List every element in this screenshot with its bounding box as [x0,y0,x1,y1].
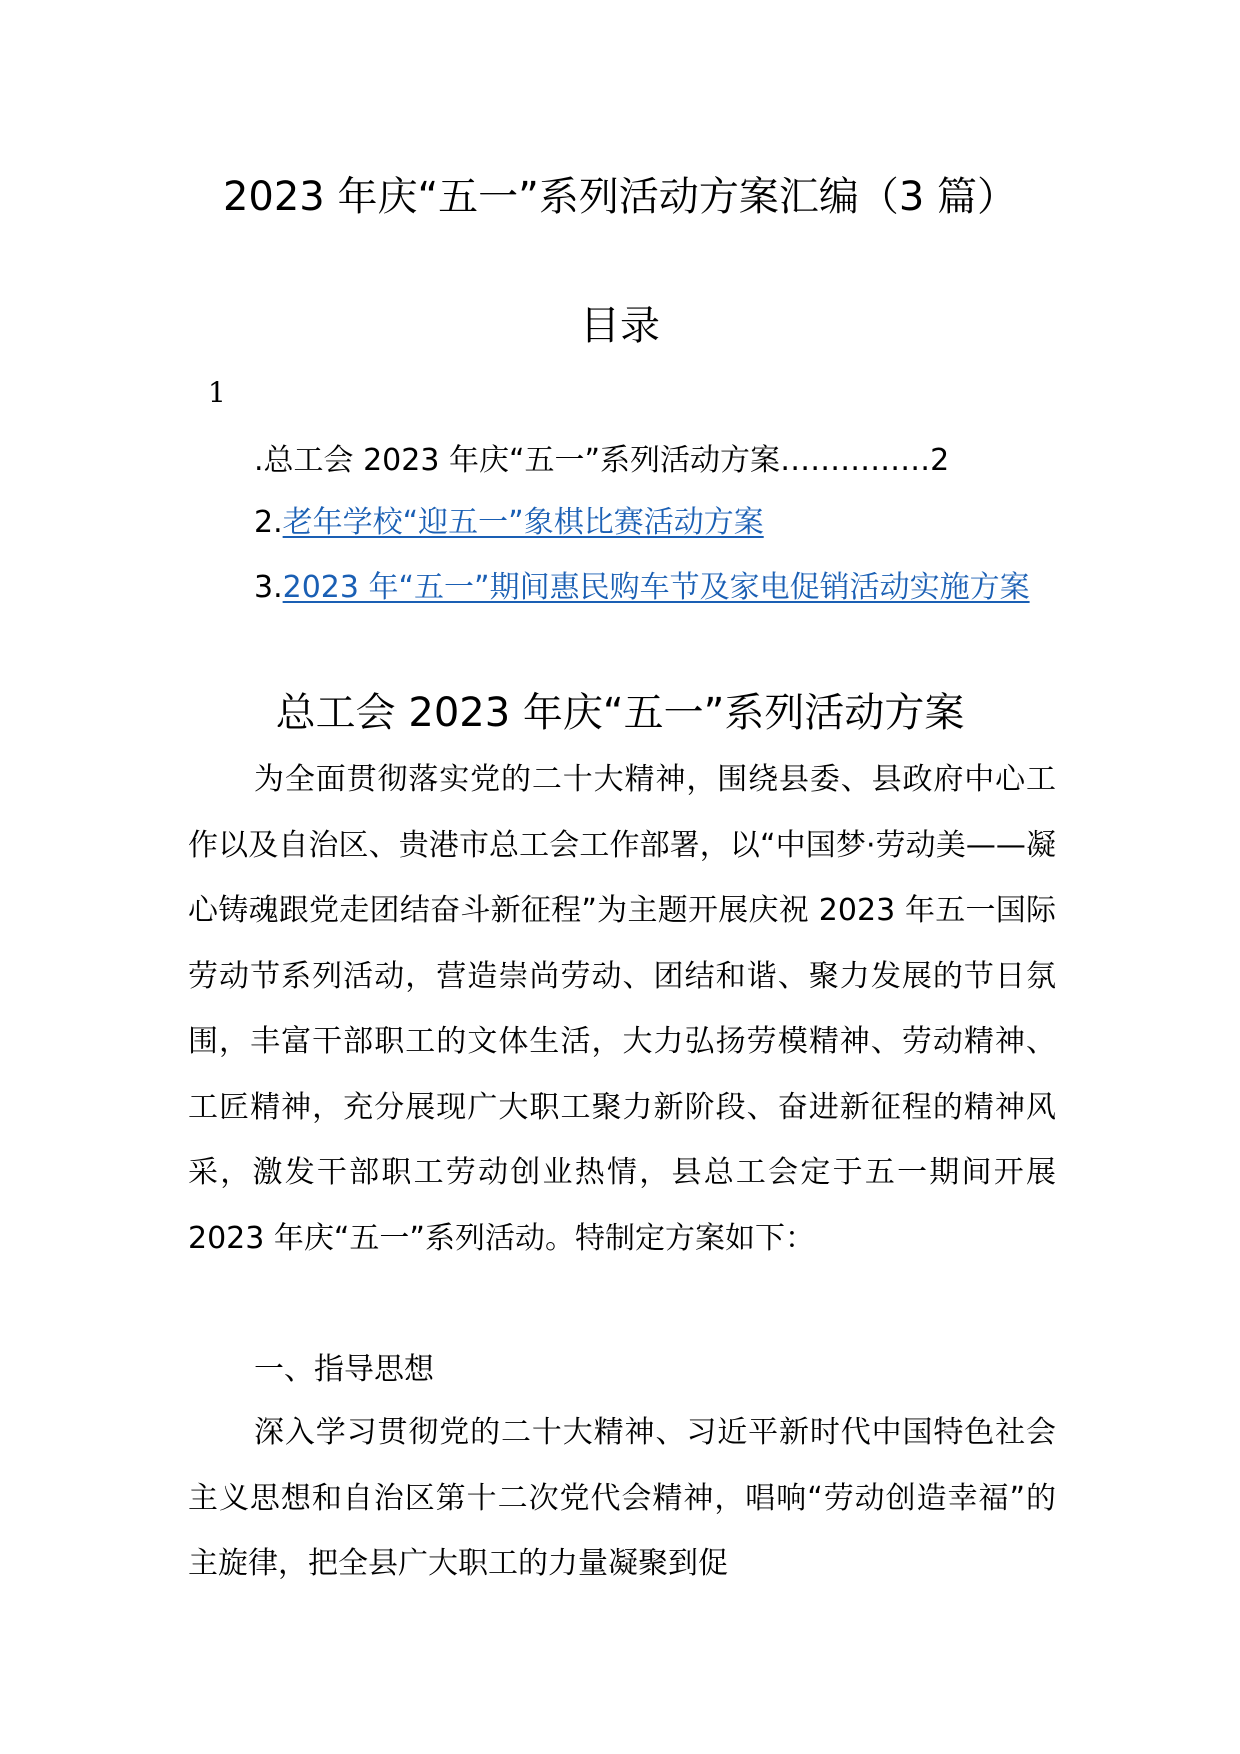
toc-number-marker: 1 [208,376,226,409]
toc-heading: 目录 [580,303,660,349]
document-title: 2023 年庆“五一”系列活动方案汇编（3 篇） [222,174,1018,220]
toc-item-1-page: 2 [930,443,950,478]
toc-item-3-prefix: 3. [254,570,283,605]
toc-item-2-link[interactable]: 老年学校“迎五一”象棋比赛活动方案 [282,505,764,540]
guiding-thought-paragraph: 深入学习贯彻党的二十大精神、习近平新时代中国特色社会主义思想和自治区第十二次党代会精神，唱响“劳动创造幸福”的主旋律，把全县广大职工的力量凝聚到促 [188,1415,1056,1581]
toc-item-3-link[interactable]: 2023 年“五一”期间惠民购车节及家电促销活动实施方案 [282,570,1030,605]
section-title: 总工会 2023 年庆“五一”系列活动方案 [275,690,965,736]
toc-item-1-text: 总工会 2023 年庆“五一”系列活动方案 [263,443,781,478]
toc-item-2-prefix: 2. [254,505,283,540]
intro-paragraph: 为全面贯彻落实党的二十大精神，围绕县委、县政府中心工作以及自治区、贵港市总工会工作部署，以“中国梦·劳动美——凝心铸魂跟党走团结奋斗新征程”为主题开展庆祝 2023 年五一国际劳动节系列活动，营造崇尚劳动、团结和谐、聚力发展的节日氛围，丰富干部职工的文体生活，大力弘扬劳模精神、劳动精神、工匠精神，充分展现广大职工聚力新阶段、奋进新征程的精神风采，激发干部职工劳动创业热情，县总工会定于五一期间开展 2023 年庆“五一”系列活动。特制定方案如下： [188,762,1056,1256]
toc-item-2 [188,490,1060,555]
toc-item-1 [188,428,1060,493]
section-heading-guiding-thought: 一、指导思想 [254,1352,434,1387]
toc-item-1-prefix: . [254,443,264,478]
toc-item-3 [188,555,1068,620]
toc-item-1-leader: …………… [780,443,931,478]
